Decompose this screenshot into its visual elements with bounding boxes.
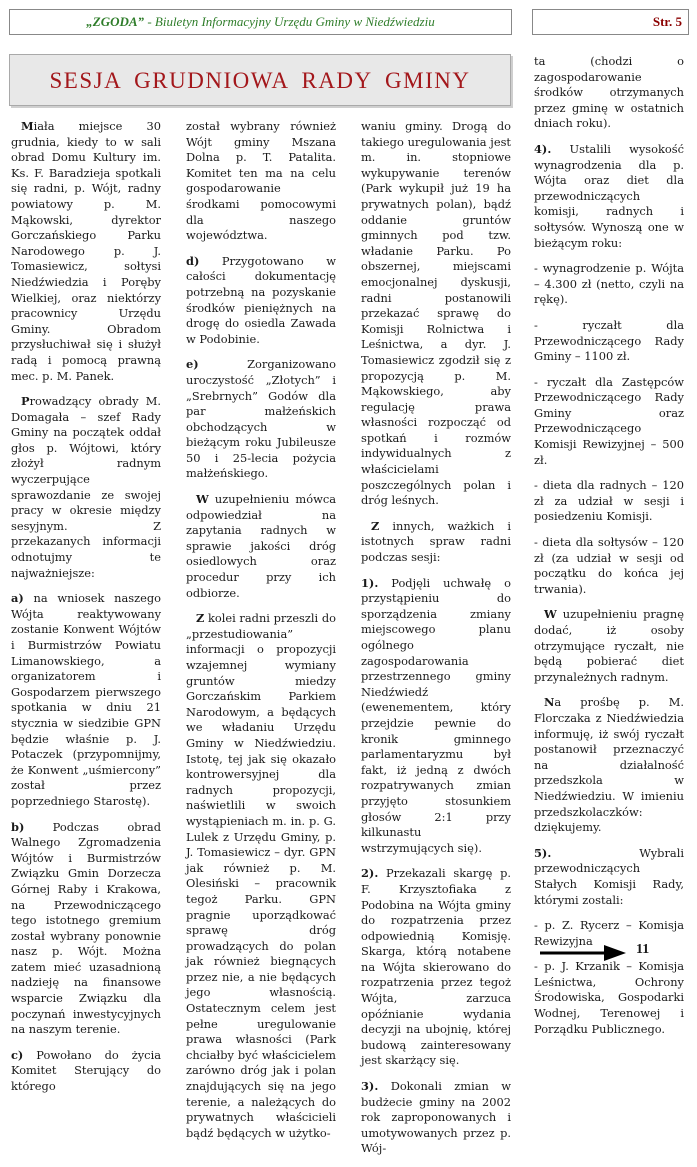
bulletin-name: „ZGODA”: [86, 14, 145, 29]
column-2: [186, 119, 336, 1151]
bulletin-subtitle: - Biuletyn Informacyjny Urzędu Gminy w Niedźwiedziu: [144, 14, 435, 29]
paragraph: W uzupełnieniu pragnę dodać, iż osoby otrzymujące ryczałt, nie będą pobierać diet przynależnych radnym.: [534, 607, 684, 684]
paragraph: - dieta dla radnych – 120 zł za udział w sesji i posiedzeniu Komisji.: [534, 478, 684, 524]
paragraph: Z kolei radni przeszli do „przestudiowania” informacji o propozycji wzajemnej wymiany gruntów miedzy Gorczańskim Parkiem Narodowym, a będących we władaniu Urzędu Gminy w Niedźwiedziu. Istotę, tej jak się okazało kontrowersyjnej dla radnych propozycji, naświetlili w swoich wystąpieniach m. in. p. G. Lulek z Urzędu Gminy, p. J. Tomasiewicz – dyr. GPN jak również p. M. Olesiński – pracownik tegoż Parku. GPN pragnie uporządkować sprawę dróg prowadzących do polan jak również biegnących przez nie, a nie będących jego własnością. Ostatecznym celem jest pełne uregulowanie prawa własności (Park chciałby być właścicielem zarówno dróg jak i polan znajdujących się na jego terenie, a należących do prywatnych właścicieli bądź będących w użytko-: [186, 611, 336, 1140]
paragraph: - p. Z. Rycerz – Komisja Rewizyjna: [534, 918, 684, 948]
paragraph: - dieta dla sołtysów – 120 zł (za udział w sesji od początku do końca jej trwania).: [534, 535, 684, 596]
paragraph: W uzupełnieniu mówca odpowiedział na zapytania radnych w sprawie jakości dróg osiedlowych oraz procedur przy ich odbiorze.: [186, 492, 336, 600]
column-4: [534, 54, 684, 1047]
column-1: [11, 119, 161, 1105]
paragraph: - p. J. Krzanik – Komisja Leśnictwa, Ochrony Środowiska, Gospodarki Wodnej, Terenowej i Porządku Publicznego.: [534, 959, 684, 1036]
paragraph: Z innych, ważkich i istotnych spraw radni podczas sesji:: [361, 518, 511, 565]
paragraph: 1). Podjęli uchwałę o przystąpieniu do sporządzenia zmiany miejscowego planu ogólnego zagospodarowania przestrzennego gminy Niedźwiedź (ewenementem, który przejdzie pewnie do kronik gminnego parlamentaryzmu był fakt, iż jedną z dwóch rozpatrywanych zmian przyjęto stosunkiem głosów 2:1 przy kilkunastu wstrzymujących się).: [361, 575, 511, 855]
paragraph: - ryczałt dla Zastępców Przewodniczącego Rady Gminy oraz Przewodniczącego Komisji Rewizyjnej – 500 zł.: [534, 374, 684, 467]
paragraph: d) Przygotowano w całości dokumentację potrzebną na pozyskanie środków pieniężnych na drogę do osiedla Zawada w Podobinie.: [186, 253, 336, 346]
paragraph: 4). Ustalili wysokość wynagrodzenia dla p. Wójta oraz diet dla przewodniczących komisji, radnych i sołtysów. Wynoszą one w bieżącym roku:: [534, 141, 684, 250]
article-title: SESJA GRUDNIOWA RADY GMINY: [49, 68, 471, 93]
paragraph: c) Powołano do życia Komitet Sterujący do którego: [11, 1047, 161, 1094]
paragraph: - wynagrodzenie p. Wójta – 4.300 zł (netto, czyli na rękę).: [534, 261, 684, 307]
paragraph: 5). Wybrali przewodniczących Stałych Komisji Rady, którymi zostali:: [534, 845, 684, 907]
page-label: Str. 5: [532, 9, 689, 35]
paragraph: waniu gminy. Drogą do takiego uregulowania jest m. in. stopniowe wykupywanie terenów (Park wykupił już 19 ha prywatnych polan), bądź oddanie gruntów gminnych pod tzw. władanie Parku. Po obszernej, miejscami emocjonalnej dyskusji, radni postanowili przekazać sprawę do Komisji Rolnictwa i Leśnictwa, a dyr. J. Tomasiewicz zgodził się z propozycją p. M. Mąkowskiego, aby regulację prawa własności rozpocząć od spotkań i rozmów indywidualnych z właścicielami poszczególnych polan i dróg leśnych.: [361, 119, 511, 508]
paragraph: e) Zorganizowano uroczystość „Złotych” i „Srebrnych” Godów dla par małżeńskich obchodzących w bieżącym roku Jubileusze 50 i 25-lecia pożycia małżeńskiego.: [186, 357, 336, 481]
continue-arrow-icon: [540, 943, 626, 963]
paragraph: b) Podczas obrad Walnego Zgromadzenia Wójtów i Burmistrzów Związku Gmin Dorzecza Górnej Raby i Krakowa, na Przewodniczącego tego istotnego gremium został wybrany ponownie nasz p. Wójt. Można zatem mieć uzasadnioną nadzieję na finansowe wsparcie Związku dla poczynań inwestycyjnych na naszym terenie.: [11, 819, 161, 1037]
paragraph: ta (chodzi o zagospodarowanie środków otrzymanych przez gminę w ostatnich dniach roku).: [534, 54, 684, 131]
article-title-box: [9, 54, 511, 106]
paragraph: 3). Dokonali zmian w budżecie gminy na 2002 rok zaproponowanych i umotywowanych przez p. Wój-: [361, 1079, 511, 1156]
paragraph: Miała miejsce 30 grudnia, kiedy to w sali obrad Domu Kultury im. Ks. F. Baradzieja spotkali się radni, p. Wójt, radny powiatowy p. M. Mąkowski, dyrektor Gorczańskiego Parku Narodowego p. J. Tomasiewicz, sołtysi Niedźwiedzia i Poręby Wielkiej, oraz niektórzy pracownicy Urzędu Gminy. Obradom przysłuchiwał się i służył radą i pomocą prawną mec. p. M. Panek.: [11, 119, 161, 383]
paragraph: został wybrany również Wójt gminy Mszana Dolna p. T. Patalita. Komitet ten ma na celu gospodarowanie środkami pomocowymi dla naszego województwa.: [186, 119, 336, 243]
paragraph: a) na wniosek naszego Wójta reaktywowany zostanie Konwent Wójtów i Burmistrzów Powiatu Limanowskiego, a organizatorem i Gospodarzem pierwszego spotkania w dniu 21 stycznia w siedzibie GPN będzie właśnie p. J. Potaczek (przypomnijmy, że Konwent „uśmiercony” został przez poprzedniego Starostę).: [11, 591, 161, 808]
running-header: [9, 9, 512, 35]
paragraph: - ryczałt dla Przewodniczącego Rady Gminy – 1100 zł.: [534, 317, 684, 364]
paragraph: Na prośbę p. M. Florczaka z Niedźwiedzia informuję, iż swój ryczałt postanowił przeznaczyć na działalność przedszkola w Niedźwiedziu. W imieniu przedszkolaczków: dziękujemy.: [534, 695, 684, 835]
paragraph: 2). Przekazali skargę p. F. Krzysztofiaka z Podobina na Wójta gminy do rozpatrzenia przez odpowiednią Komisję. Skarga, którą notabene na Wójta skierowano do rozpatrzenia przez tegoż Wójta, zarzuca opóźnianie wydania decyzji na ubojnię, której budową zainteresowany jest skarżący się.: [361, 866, 511, 1068]
paragraph: Prowadzący obrady M. Domagała – szef Rady Gminy na początek oddał głos p. Wójtowi, który złożył radnym wyczerpujące sprawozdanie ze swojej pracy w okresie między sesyjnym. Z przekazanych informacji odnotujmy te najważniejsze:: [11, 394, 161, 580]
continued-page-number: 11: [636, 942, 650, 957]
